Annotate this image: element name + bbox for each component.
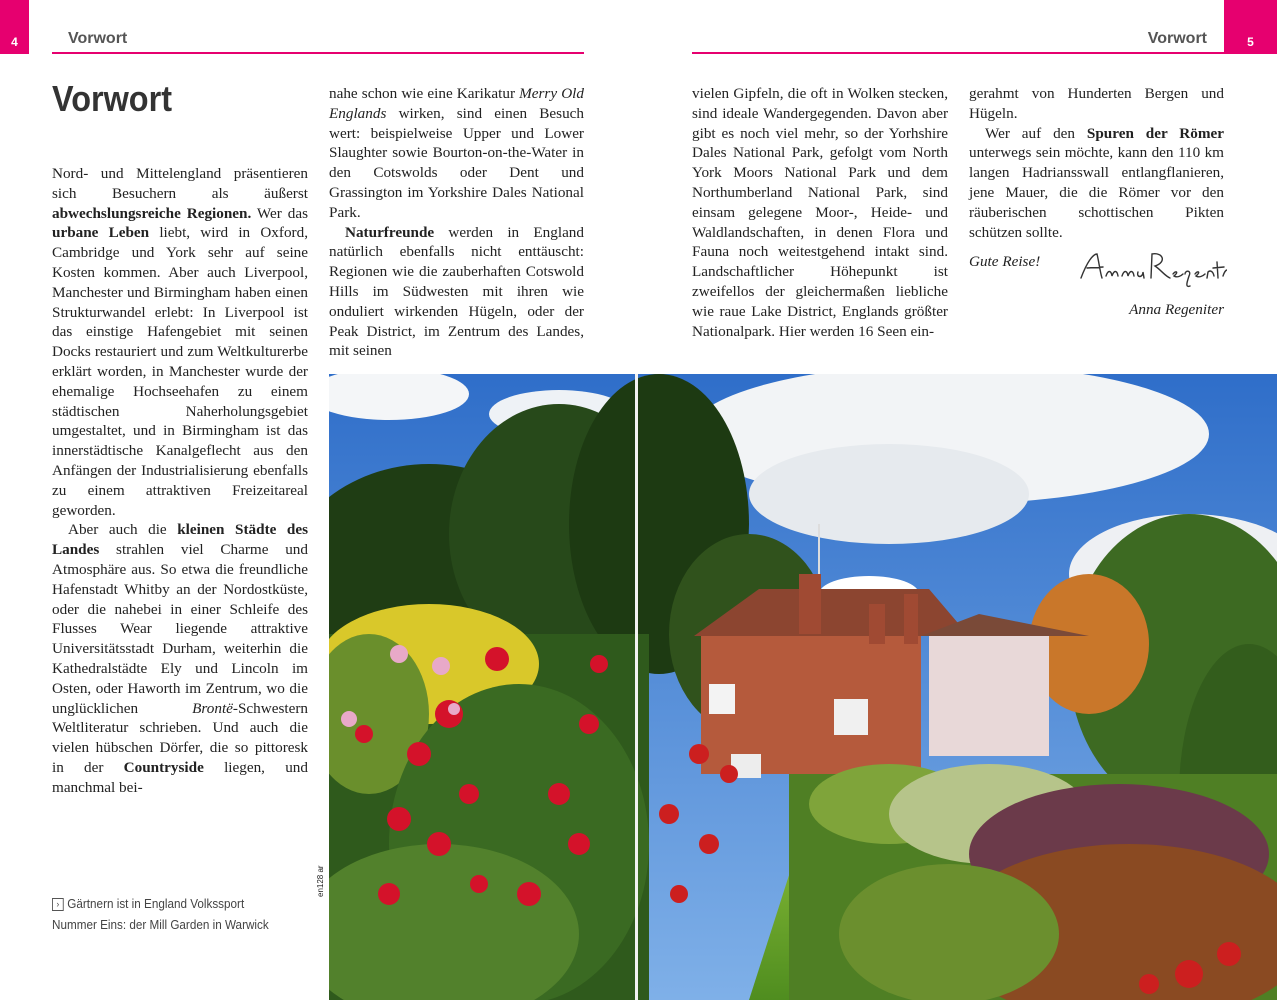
text-run: -Schwestern Weltliteratur schrieben. Und auch die vielen hübschen Dörfer, die so pittoresk in der — [52, 699, 308, 776]
text-run: Wer das — [251, 204, 308, 222]
text-run: unterwegs sein möchte, kann den 110 km langen Hadriansswall entlangflanieren, jene Mauer, die die Römer vor den räuberischen schottischen Pikten schützen sollte. — [969, 144, 1224, 241]
text-run: wirken, sind einen Besuch wert: beispielweise Upper und Lower Slaughter sowie Bourton-on-the-Water in den Cotswolds oder Dent und Grassington im Yorkshire Dales National Park. — [329, 104, 584, 221]
bold-term: Naturfreunde — [345, 223, 435, 241]
bold-term: Spuren der Römer — [1086, 124, 1224, 142]
text-run: liegen, und manchmal bei- — [52, 758, 308, 796]
italic-term: Merry Old Englands — [329, 85, 584, 122]
text-column-1 — [52, 164, 308, 798]
bold-term: Countryside — [123, 758, 204, 776]
paragraph — [329, 84, 584, 223]
paragraph: gerahmt von Hunderten Bergen und Hügeln. — [969, 85, 1224, 122]
paragraph: vielen Gipfeln, die oft in Wolken stecken, sind ideale Wandergegenden. Davon aber gibt es noch viel mehr, so der Yorhshire Dales National Park, gefolgt vom North York Moors National Park und dem Northumberland National Park, sind einsam gelegene Moor-, Heide- und Waldlandschaften, in denen Flora und Fauna noch weitestgehend intakt sind. Landschaftlicher Höhepunkt ist zweifellos der gleichermaßen liebliche wie raue Lake District, Englands größter Nationalpark. Hier werden 16 Seen ein- — [692, 85, 948, 340]
text-column-4 — [969, 84, 1224, 320]
text-run: liebt, wird in Oxford, Cambridge und York sehr auf seine Kosten kommen. Aber auch Liverpool, Manchester und Birmingham haben einen Strukturwandel erlebt: In Liverpool ist das einstige Hafengebiet mit seinen Docks restauriert und zum Weltkulturerbe erklärt worden, in Manchester wurde der ehemalige Hochseehafen zu einem städtischen Naherholungsgebiet umgestaltet, und in Birmingham ist das innerstädtische Kanalgeflecht aus den Anfängen der Industrialisierung ebenfalls zu einem attraktiven Freizeitareal geworden. — [52, 224, 309, 519]
bold-term: kleinen Städte des Landes — [52, 521, 309, 559]
text-run: Wer auf den — [985, 124, 1087, 142]
header-rule-right — [692, 52, 1224, 54]
paragraph — [52, 520, 308, 797]
caption-text: Gärtnern ist in England Volkssport Nummer Eins: der Mill Garden in Warwick — [52, 896, 269, 932]
photo-credit: en128 ar — [316, 865, 325, 897]
text-run: Aber auch die — [68, 521, 178, 539]
text-run: strahlen viel Charme und Atmosphäre aus. So etwa die freundliche Hafenstadt Whitby an der Nordostküste, oder die nahebei in einer Schleife des Flusses Wear liegende attraktive Universitätsstadt Durham, weiterhin die Kathedralstädte Ely und Lincoln im Osten, oder Haworth im Zentrum, wo die unglücklichen — [52, 541, 308, 717]
page-number-right: 5 — [1247, 35, 1254, 49]
chapter-title: Vorwort — [52, 78, 173, 119]
signoff — [969, 252, 1224, 300]
text-column-2 — [329, 84, 584, 361]
paragraph — [52, 164, 308, 520]
handwritten-signature — [1077, 248, 1227, 292]
text-run: Nord- und Mittelengland präsentieren sich Besuchern als äußerst — [52, 165, 308, 202]
bold-term: urbane Leben — [52, 224, 150, 242]
page-number-left: 4 — [11, 35, 18, 49]
text-run: werden in England natürlich ebenfalls nicht enttäuscht: Regionen wie die zauberhaften Cotswold Hills im Südwesten mit ihren wie onduliert wirkenden Hügeln, oder der Peak District, im Zentrum des Landes, mit seinen — [329, 223, 584, 360]
page-number-tab-right — [1224, 0, 1277, 54]
greeting: Gute Reise! — [969, 253, 1041, 271]
running-head-left: Vorwort — [68, 30, 128, 47]
text-run: nahe schon wie eine Karikatur — [329, 85, 520, 102]
header-rule-left — [52, 52, 584, 54]
paragraph — [969, 124, 1224, 243]
text-column-3 — [692, 84, 948, 341]
photo-caption — [52, 893, 288, 935]
paragraph — [329, 223, 584, 362]
author-name: Anna Regeniter — [1129, 301, 1224, 319]
bold-term: abwechslungsreiche Regionen. — [52, 204, 252, 222]
page-number-tab-left — [0, 0, 29, 54]
running-head-right: Vorwort — [1147, 30, 1207, 47]
garden-photo — [329, 374, 1277, 1000]
arrow-right-icon: › — [52, 898, 64, 911]
italic-term: Brontë — [192, 699, 233, 717]
